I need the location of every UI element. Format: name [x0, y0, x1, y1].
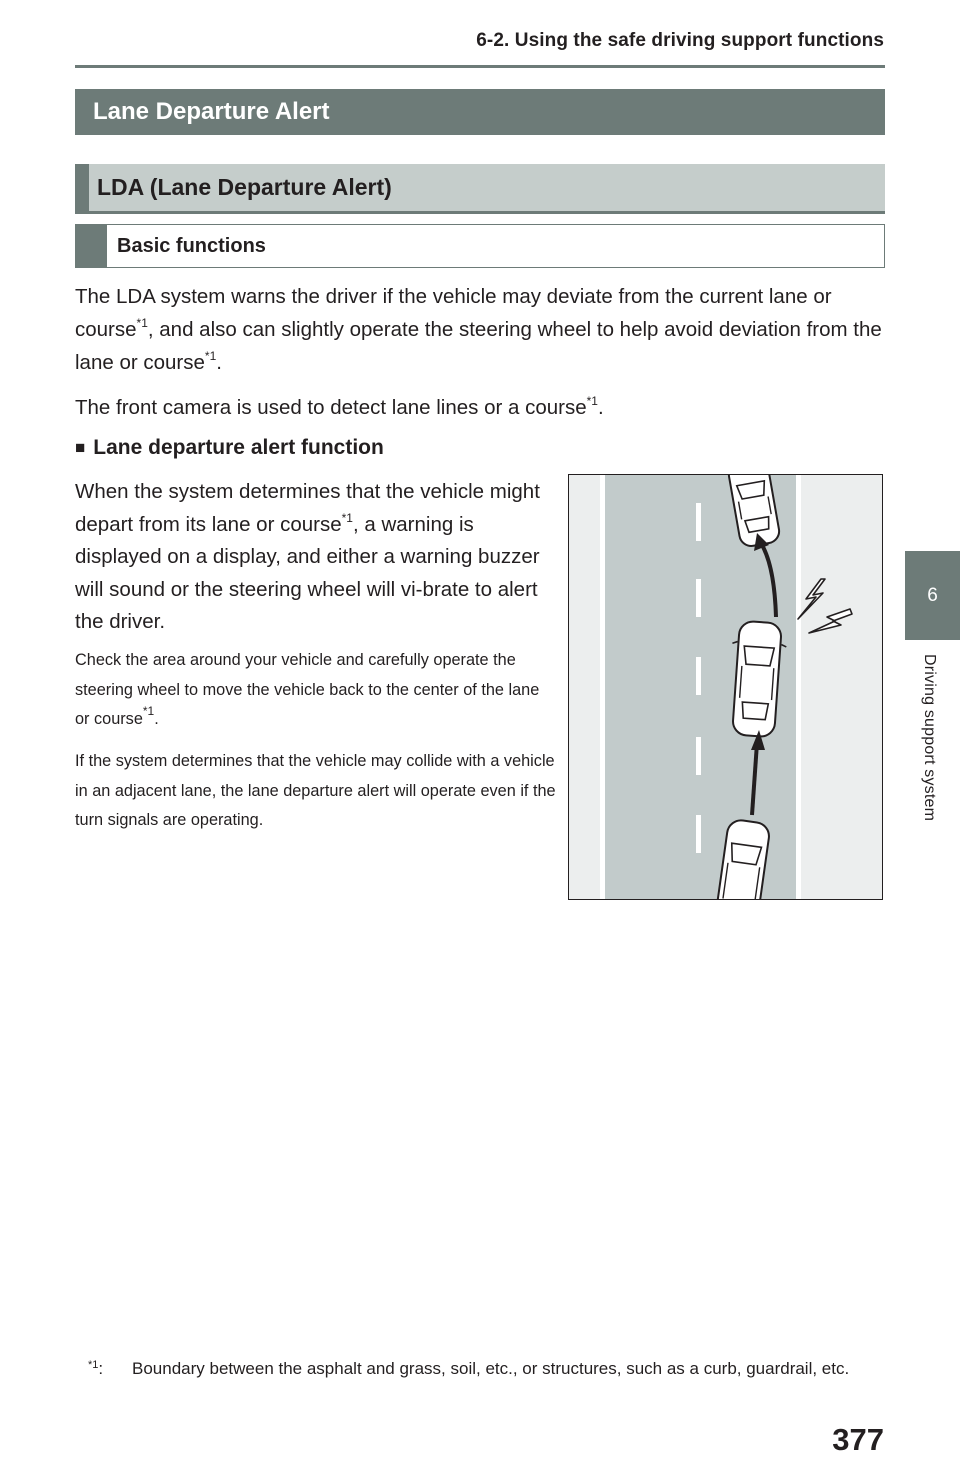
running-header: 6-2. Using the safe driving support functions: [476, 30, 884, 51]
chapter-tab: 6: [905, 551, 960, 640]
footnote-ref: *1: [341, 510, 353, 525]
intro-text-a: The LDA system warns the driver if the vehicle may deviate from the current lane or course: [75, 285, 832, 341]
intro-text-end: .: [216, 351, 222, 374]
camera-paragraph: [75, 391, 887, 424]
function-heading: [75, 433, 384, 464]
chapter-label: Driving support system: [921, 654, 938, 822]
footnote-ref: *1: [204, 349, 217, 363]
camera-text: The front camera is used to detect lane lines or a course: [75, 396, 587, 419]
subsection-banner: LDA (Lane Departure Alert): [75, 164, 885, 211]
footnote-ref: *1: [136, 316, 148, 330]
function-text-a: When the system determines that the vehicle might depart from its lane or course: [75, 480, 540, 536]
function-text-b: , a warning is displayed on a display, and either a warning buzzer will sound or the steering wheel will vi-brate to alert the driver.: [75, 512, 540, 633]
left-edge-line: [600, 475, 605, 899]
intro-paragraph: [75, 280, 887, 379]
footnote: [88, 1356, 888, 1381]
square-bullet-icon: ■: [75, 438, 86, 457]
footnote-text: Boundary between the asphalt and grass, soil, etc., or structures, such as a curb, guardrail, etc.: [132, 1359, 850, 1378]
subsection-underline: [75, 211, 885, 214]
function-paragraph: [75, 476, 553, 639]
footnote-ref: *1: [142, 704, 155, 718]
right-edge-line: [796, 475, 801, 899]
topic-heading-box: Basic functions: [75, 224, 885, 268]
footnote-ref: *1: [586, 394, 598, 408]
function-heading-text: Lane departure alert function: [93, 436, 384, 459]
intro-text-b: , and also can slightly operate the steering wheel to help avoid deviation from the lane or course: [75, 318, 882, 374]
caution-paragraph: [75, 646, 553, 735]
footnote-marker: *1: [88, 1359, 99, 1371]
camera-text-end: .: [597, 396, 604, 419]
page-number: 377: [832, 1422, 884, 1457]
caution-text: Check the area around your vehicle and carefully operate the steering wheel to move the vehicle back to the center of the lane or course: [75, 651, 540, 728]
footnote-colon: :: [98, 1359, 104, 1378]
section-banner: Lane Departure Alert: [75, 89, 885, 135]
collision-paragraph: If the system determines that the vehicle may collide with a vehicle in an adjacent lane, the lane departure alert will operate even if the turn signals are operating.: [75, 752, 556, 829]
lane-departure-illustration: [568, 474, 883, 900]
caution-text-end: .: [154, 710, 159, 728]
header-rule: [75, 65, 885, 68]
footnote-mark: [88, 1356, 103, 1381]
